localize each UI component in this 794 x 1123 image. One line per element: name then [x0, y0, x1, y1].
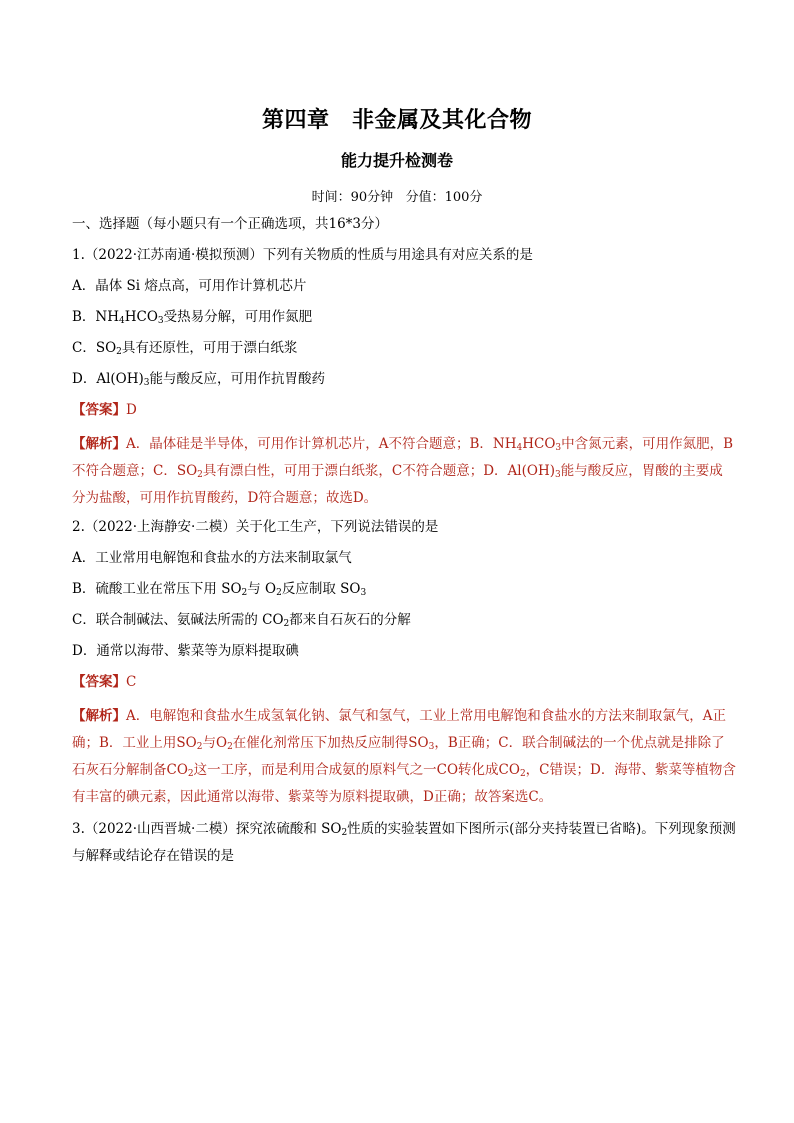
exam-subtitle: 能力提升检测卷: [340, 151, 453, 170]
exam-meta: [0, 186, 794, 205]
q1-option-b: B．$NH_4HCO_3$受热易分解，可用作氮肥: [72, 309, 313, 326]
q1-option-c: C．$SO_2$具有还原性，可用于漂白纸浆: [72, 340, 298, 357]
q2-option-b: B．硫酸工业在常压下用 $SO_2$与 $O_2$反应制取 $SO_3$: [72, 581, 367, 598]
q2-stem: 2.（2022·上海静安·二模）关于化工生产，下列说法错误的是: [72, 519, 439, 535]
q1-option-d: D．$Al(OH)_3$能与酸反应，可用作抗胃酸药: [72, 371, 325, 388]
q2-answer: 【答案】C: [72, 674, 137, 690]
q2-option-d: D．通常以海带、紫菜等为原料提取碘: [72, 643, 299, 659]
q2-option-c: C．联合制碱法、氨碱法所需的 $CO_2$都来自石灰石的分解: [72, 612, 411, 629]
section-heading: 一、选择题（每小题只有一个正确选项，共16*3分）: [72, 216, 389, 232]
q3-stem: 3.（2022·山西晋城·二模）探究浓硫酸和 $SO_2$性质的实验装置如下图所示(部分夹持装置已省略)。下列现象预测与解释或结论存在错误的是: [72, 821, 736, 864]
q2-option-a: A．工业常用电解饱和食盐水的方法来制取氯气: [72, 550, 352, 566]
q1-stem: 1.（2022·江苏南通·模拟预测）下列有关物质的性质与用途具有对应关系的是: [72, 247, 533, 263]
q1-answer: 【答案】D: [72, 402, 137, 418]
score-info: 分值：100分: [405, 190, 483, 205]
q1-analysis: 【解析】A．晶体硅是半导体，可用作计算机芯片，A不符合题意；B．$NH_4HCO_3$中含氮元素，可用作氮肥，B不符合题意；C．$SO_2$具有漂白性，可用于漂白纸浆，C不符合题意；D．$Al(OH)_3$能与酸反应，胃酸的主要成分为盐酸，可用作抗胃酸药，D符合题意；故选D。: [72, 436, 734, 506]
q1-option-a: A．晶体 Si 熔点高，可用作计算机芯片: [72, 278, 307, 294]
q2-analysis: 【解析】A．电解饱和食盐水生成氢氧化钠、氯气和氢气，工业上常用电解饱和食盐水的方法来制取氯气，A正确；B．工业上用$SO_2$与$O_2$在催化剂常压下加热反应制得$SO_3$，B正确；C．联合制碱法的一个优点就是排除了石灰石分解制备$CO_2$这一工序，而是利用合成氨的原料气之一CO转化成$CO_2$，C错误；D．海带、紫菜等植物含有丰富的碘元素，因此通常以海带、紫菜等为原料提取碘，D正确；故答案选C。: [72, 708, 736, 805]
question-content: [72, 214, 736, 875]
time-info: 时间：90分钟: [311, 190, 394, 205]
chapter-title: 第四章 非金属及其化合物: [261, 108, 532, 133]
